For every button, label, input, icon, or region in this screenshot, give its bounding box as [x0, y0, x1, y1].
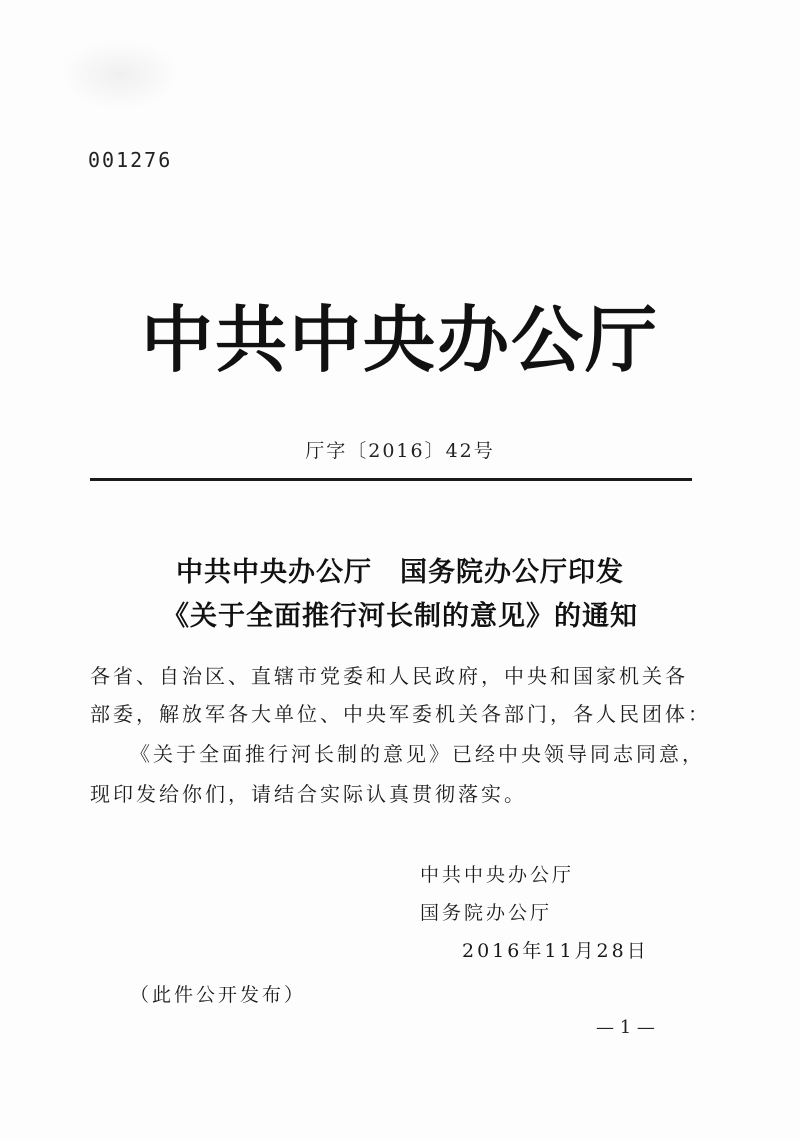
page-number: — 1 — — [596, 1017, 655, 1038]
signatory-state-council-office: 国务院办公厅 — [420, 902, 553, 924]
issue-date: 2016年11月28日 — [462, 940, 649, 962]
reference-number: 厅字〔2016〕42号 — [305, 440, 495, 462]
title-line-1: 中共中央办公厅 国务院办公厅印发 — [176, 557, 624, 588]
title-line-2: 《关于全面推行河长制的意见》的通知 — [162, 601, 638, 632]
issuer-header: 中共中央办公厅 — [140, 298, 659, 382]
body-line-2: 现印发给你们，请结合实际认真贯彻落实。 — [90, 782, 527, 806]
publication-note: （此件公开发布） — [130, 984, 307, 1006]
addressee-line-1: 各省、自治区、直辖市党委和人民政府，中央和国家机关各 — [90, 664, 688, 688]
body-line-1: 《关于全面推行河长制的意见》已经中央领导同志同意， — [130, 742, 705, 766]
scan-artifact — [60, 40, 180, 110]
signatory-ccp-office: 中共中央办公厅 — [420, 864, 575, 886]
serial-number: 001276 — [88, 148, 173, 172]
addressee-line-2: 部委，解放军各大单位、中央军委机关各部门，各人民团体： — [90, 702, 711, 726]
header-divider — [90, 478, 692, 481]
